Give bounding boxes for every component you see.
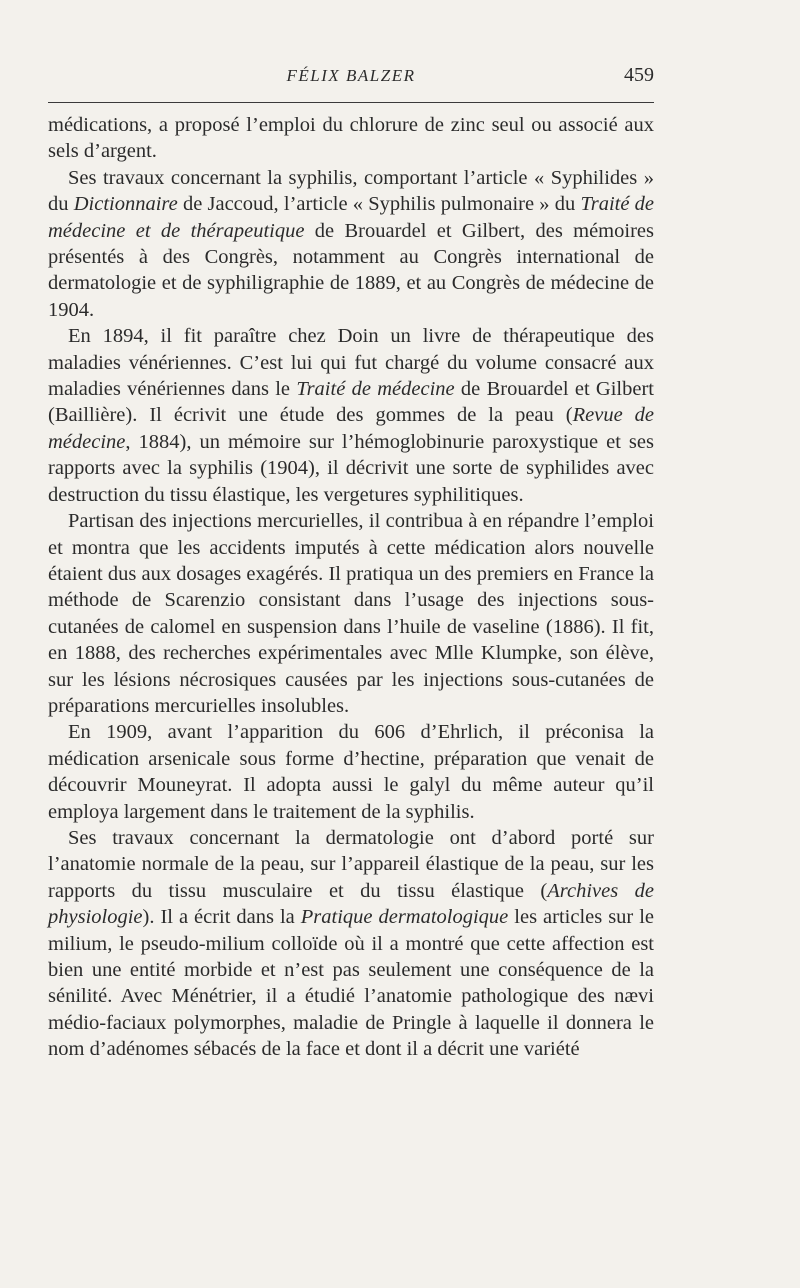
paragraph-3 bbox=[48, 323, 654, 508]
text-run: de Brouardel et Gilbert (Baillière). Il écrivit une étude des gommes de la peau ( bbox=[48, 378, 654, 427]
italic-title: Traité de médecine bbox=[296, 378, 455, 401]
text-run: En 1909, avant l’apparition du 606 d’Ehrlich, il préconisa la médication arsenicale sous forme d’hectine, préparation que venait de découvrir Mouneyrat. Il adopta aussi le galyl du même auteur qu’il employa largement dans le traitement de la syphilis. bbox=[48, 721, 654, 823]
text-run: ). Il a écrit dans la bbox=[142, 906, 301, 929]
header-rule bbox=[48, 102, 654, 103]
text-run: médications, a proposé l’emploi du chlorure de zinc seul ou associé aux sels d’argent. bbox=[48, 114, 654, 163]
text-run: Ses travaux concernant la dermatologie ont d’abord porté sur l’anatomie normale de la peau, sur l’appareil élastique de la peau, sur les rapports du tissu musculaire et du tissu élastique ( bbox=[48, 826, 654, 902]
paragraph-1 bbox=[48, 112, 654, 165]
text-run: de Brouardel et Gilbert, des mémoires présentés à des Congrès, notamment au Congrès international de dermatologie et de syphiligraphie de 1889, et au Congrès de médecine de 1904. bbox=[48, 219, 654, 321]
italic-title: Revue de médecine bbox=[48, 404, 655, 453]
running-head bbox=[48, 62, 654, 92]
italic-title: Archives de physiologie bbox=[48, 879, 654, 929]
running-title: FÉLIX BALZER bbox=[286, 66, 416, 85]
text-run: de Jaccoud, l’article « Syphilis pulmonaire » du bbox=[177, 193, 581, 216]
paragraph-4 bbox=[48, 508, 654, 719]
paragraph-6 bbox=[48, 825, 654, 1063]
text-run: les articles sur le milium, le pseudo-milium colloïde où il a montré que cette affection est bien une entité morbide et n’est pas seulement une conséquence de la sénilité. Avec Ménétrier, il a étudié l’anatomie pathologique des nævi médio-faciaux polymorphes, maladie de Pringle à laquelle il donnera le nom d’adénomes sébacés de la face et dont il a décrit une variété bbox=[48, 906, 655, 1061]
paragraph-5 bbox=[48, 719, 654, 825]
paragraph-2 bbox=[48, 165, 654, 323]
text-run: Ses travaux concernant la syphilis, comportant l’article « Syphilides » du bbox=[48, 166, 654, 216]
italic-title: Traité de médecine et de thérapeutique bbox=[48, 193, 655, 242]
body-text bbox=[48, 112, 654, 1063]
italic-title: Dictionnaire bbox=[73, 193, 178, 216]
italic-title: Pratique dermatologique bbox=[300, 906, 509, 929]
text-run: , 1884), un mémoire sur l’hémoglobinurie paroxystique et ses rapports avec la syphilis (1904), il décrivit une sorte de syphilides avec destruction du tissu élastique, les vergetures syphilitiques. bbox=[48, 430, 654, 506]
text-run: Partisan des injections mercurielles, il contribua à en répandre l’emploi et montra que les accidents imputés à cette médication alors nouvelle étaient dus aux dosages exagérés. Il pratiqua un des premiers en France la méthode de Scarenzio consistant dans l’usage des injections sous-cutanées de calomel en suspension dans l’huile de vaseline (1886). Il fit, en 1888, des recherches expérimentales avec Mlle Klumpke, son élève, sur les lésions nécrosiques causées par les injections sous-cutanées de préparations mercurielles insolubles. bbox=[48, 510, 654, 717]
text-run: En 1894, il fit paraître chez Doin un livre de thérapeutique des maladies vénériennes. C’est lui qui fut chargé du volume consacré aux maladies vénériennes dans le bbox=[48, 325, 654, 401]
page-number: 459 bbox=[624, 64, 654, 86]
